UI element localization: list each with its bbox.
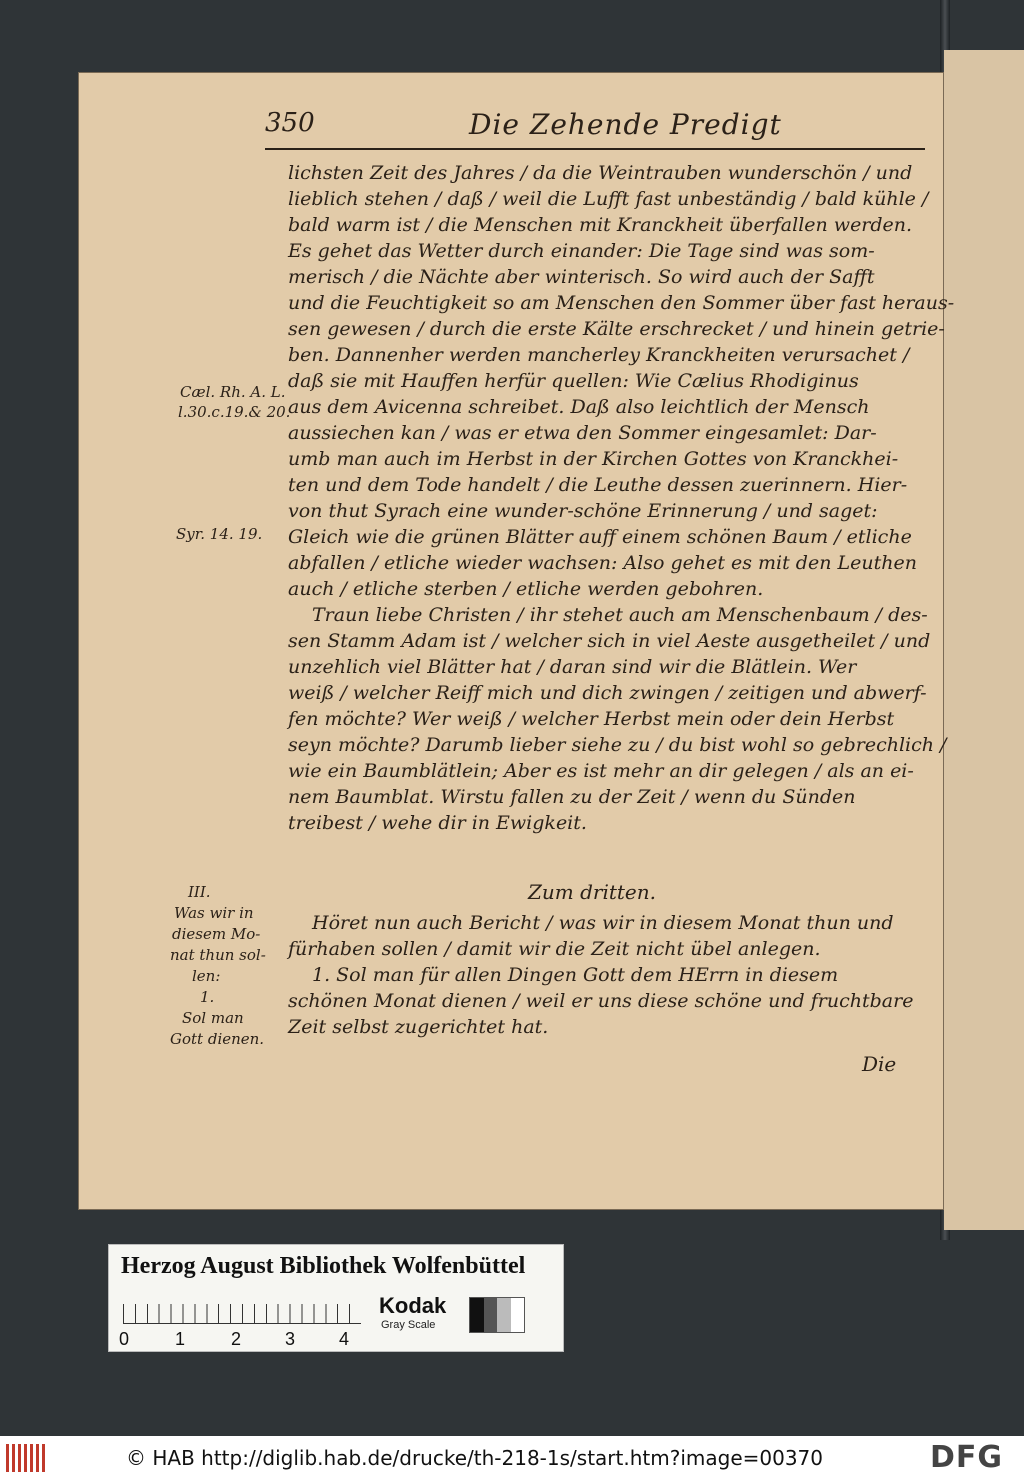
text-line: auch / etliche sterben / etliche werden gebohren. (288, 578, 764, 600)
margin-note: Syr. 14. 19. (176, 525, 263, 543)
swatch (497, 1298, 511, 1332)
text-line: lichsten Zeit des Jahres / da die Weintrauben wunderschön / und (288, 162, 913, 184)
margin-note: Sol man (182, 1009, 244, 1027)
text-line: merisch / die Nächte aber winterisch. So wird auch der Safft (288, 266, 875, 288)
facing-page-edge (944, 50, 1024, 1230)
hab-logo-icon (6, 1444, 46, 1472)
text-line: sen Stamm Adam ist / welcher sich in viel Aeste ausgetheilet / und (288, 630, 931, 652)
text-line: und die Feuchtigkeit so am Menschen den Sommer über fast heraus- (288, 292, 955, 314)
text-line: unzehlich viel Blätter hat / daran sind wir die Blätlein. Wer (288, 656, 857, 678)
margin-note: l.30.c.19.& 20. (178, 403, 291, 421)
text-line: weiß / welcher Reiff mich und dich zwingen / zeitigen und abwerf- (288, 682, 927, 704)
text-line: aus dem Avicenna schreibet. Daß also leichtlich der Mensch (288, 396, 870, 418)
page-header (265, 108, 925, 150)
text-line: treibest / wehe dir in Ewigkeit. (288, 812, 587, 834)
margin-note: III. (188, 883, 211, 901)
text-line: Gleich wie die grünen Blätter auff einem schönen Baum / etliche (288, 526, 912, 548)
ruler-number: 0 (119, 1329, 130, 1349)
ruler-number: 4 (339, 1329, 350, 1349)
text-line: Zeit selbst zugerichtet hat. (288, 1016, 549, 1038)
text-line: ten und dem Tode handelt / die Leuthe dessen zuerinnern. Hier- (288, 474, 908, 496)
text-line: seyn möchte? Darumb lieber siehe zu / du bist wohl so gebrechlich / (288, 734, 947, 756)
text-line: wie ein Baumblätlein; Aber es ist mehr an dir gelegen / als an ei- (288, 760, 914, 782)
margin-note: diesem Mo- (172, 925, 261, 943)
library-name: Herzog August Bibliothek Wolfenbüttel (121, 1253, 526, 1279)
color-calibration-card (108, 1244, 564, 1352)
source-link[interactable]: © HAB http://diglib.hab.de/drucke/th-218-1s/start.htm?image=00370 (126, 1446, 824, 1470)
text-line: Es gehet das Wetter durch einander: Die Tage sind was som- (288, 240, 875, 262)
text-line: bald warm ist / die Menschen mit Kranckheit überfallen werden. (288, 214, 913, 236)
section-heading: Zum dritten. (528, 880, 657, 904)
margin-note: Cæl. Rh. A. L. (180, 383, 286, 401)
text-line: umb man auch im Herbst in der Kirchen Gottes von Kranckhei- (288, 448, 899, 470)
text-line: ben. Dannenher werden mancherley Kranckheiten verursachet / (288, 344, 910, 366)
dfg-logo: DFG (930, 1440, 1004, 1475)
catch-word: Die (862, 1052, 897, 1076)
running-head: Die Zehende Predigt (469, 108, 782, 141)
gray-scale-label: Gray Scale (381, 1319, 436, 1331)
footer-bar (0, 1436, 1024, 1480)
margin-note: nat thun sol- (170, 946, 266, 964)
text-line: nem Baumblat. Wirstu fallen zu der Zeit / wenn du Sünden (288, 786, 856, 808)
text-line: Höret nun auch Bericht / was wir in diesem Monat thun und (312, 912, 894, 934)
text-line: 1. Sol man für allen Dingen Gott dem HErrn in diesem (312, 964, 839, 986)
scale-ruler (123, 1291, 361, 1324)
gray-swatches (469, 1297, 525, 1333)
ruler-number: 2 (231, 1329, 242, 1349)
margin-note: Gott dienen. (170, 1030, 265, 1048)
text-line: fürhaben sollen / damit wir die Zeit nicht übel anlegen. (288, 938, 821, 960)
swatch (470, 1298, 484, 1332)
text-line: Traun liebe Christen / ihr stehet auch am Menschenbaum / des- (312, 604, 928, 626)
text-line: sen gewesen / durch die erste Kälte erschrecket / und hinein getrie- (288, 318, 945, 340)
text-line: aussiechen kan / was er etwa den Sommer eingesamlet: Dar- (288, 422, 877, 444)
text-line: lieblich stehen / daß / weil die Lufft fast unbeständig / bald kühle / (288, 188, 929, 210)
page-number: 350 (265, 108, 315, 138)
text-line: daß sie mit Hauffen herfür quellen: Wie Cælius Rhodiginus (288, 370, 859, 392)
margin-note: len: (192, 967, 221, 985)
swatch (484, 1298, 498, 1332)
text-line: abfallen / etliche wieder wachsen: Also gehet es mit den Leuthen (288, 552, 917, 574)
kodak-label: Kodak (379, 1293, 447, 1318)
margin-note: 1. (200, 988, 215, 1006)
swatch (511, 1298, 525, 1332)
text-line: schönen Monat dienen / weil er uns diese schöne und fruchtbare (288, 990, 914, 1012)
ruler-number: 1 (175, 1329, 186, 1349)
margin-note: Was wir in (174, 904, 254, 922)
text-line: von thut Syrach eine wunder-schöne Erinnerung / und saget: (288, 500, 878, 522)
ruler-number: 3 (285, 1329, 296, 1349)
text-line: fen möchte? Wer weiß / welcher Herbst mein oder dein Herbst (288, 708, 895, 730)
